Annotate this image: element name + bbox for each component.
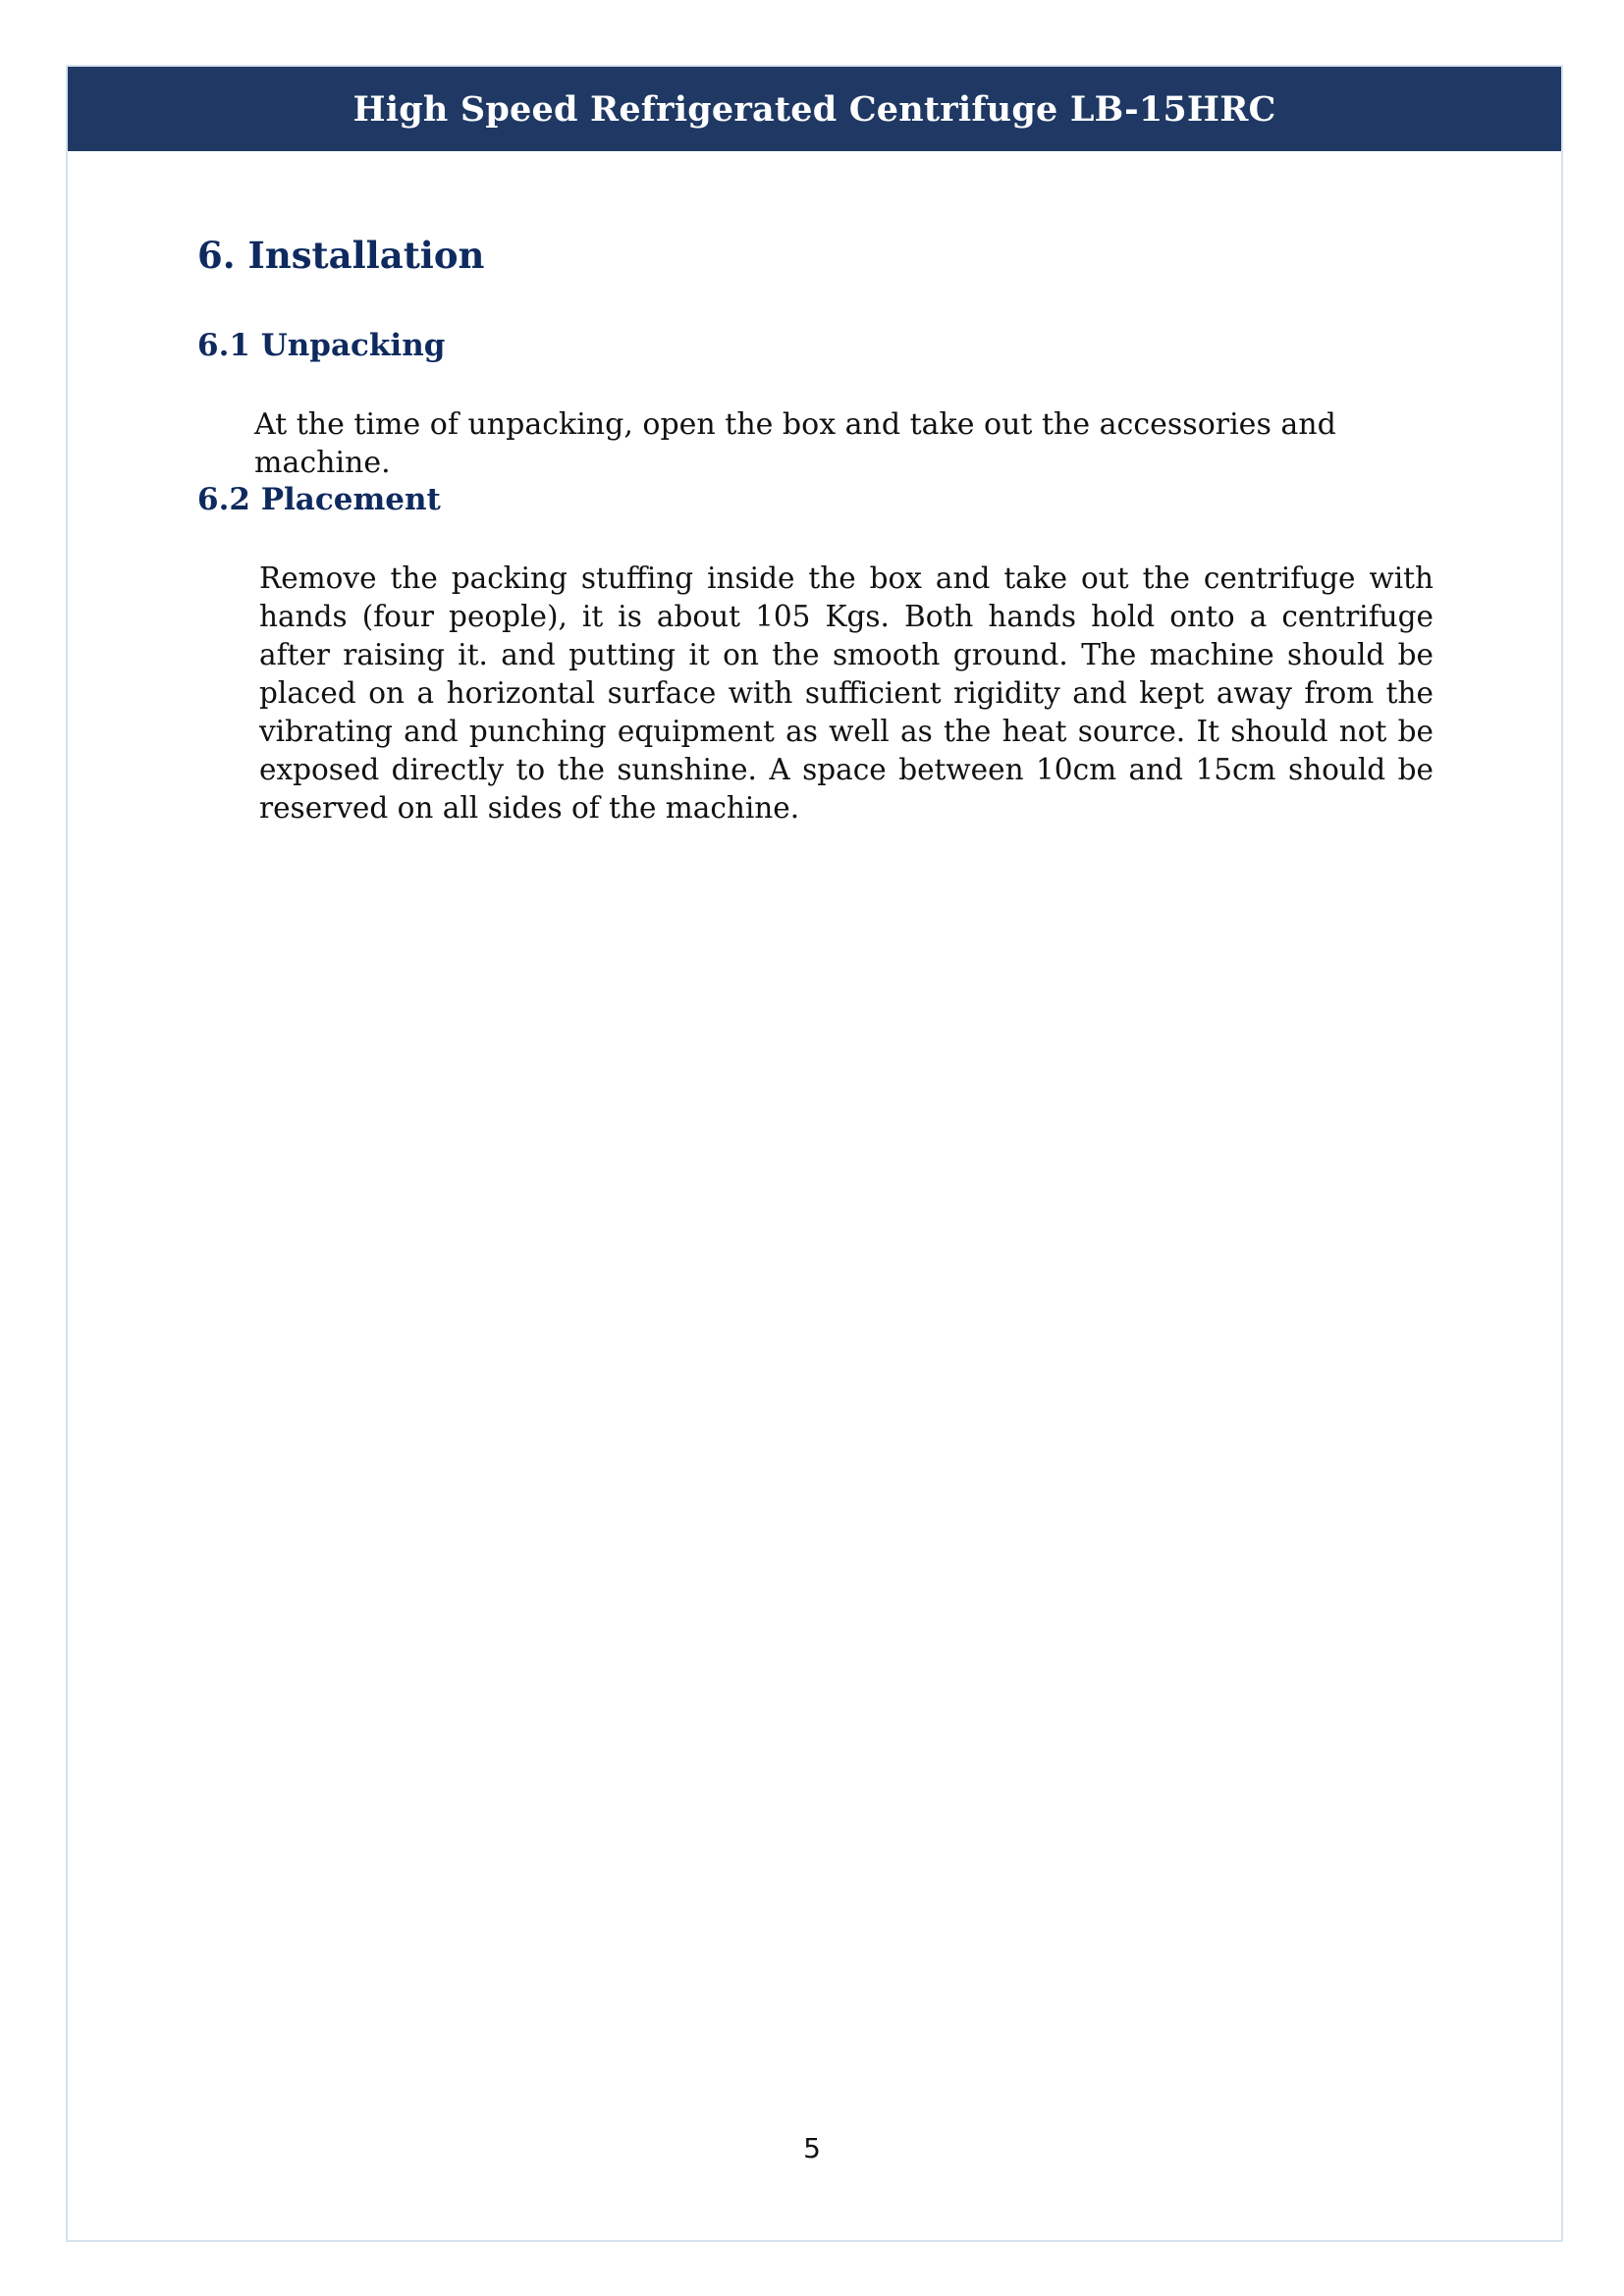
- header-bar: [68, 67, 1561, 151]
- paragraph-unpacking: At the time of unpacking, open the box and take out the accessories and machine.: [254, 407, 1336, 480]
- subsection-heading-unpacking: 6.1 Unpacking: [197, 328, 446, 363]
- paragraph-placement: Remove the packing stuffing inside the box and take out the centrifuge with hands (four people), it is about 105 Kgs. Both hands hold onto a centrifuge after raising it. and putting it on the smooth ground. The machine should be placed on a horizontal surface with sufficient rigidity and kept away from the vibrating and punching equipment as well as the heat source. It should not be exposed directly to the sunshine. A space between 10cm and 15cm should be reserved on all sides of the machine.: [259, 561, 1434, 825]
- subsection-heading-placement: 6.2 Placement: [197, 482, 441, 517]
- page-number: 5: [803, 2132, 821, 2164]
- page-frame: [66, 65, 1563, 2242]
- section-heading-installation: 6. Installation: [197, 234, 485, 277]
- document-title: High Speed Refrigerated Centrifuge LB-15HRC: [352, 88, 1276, 130]
